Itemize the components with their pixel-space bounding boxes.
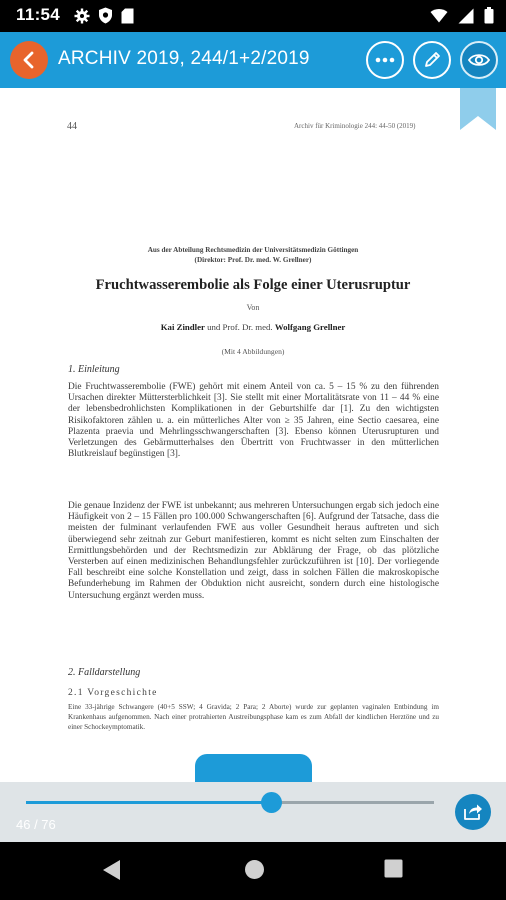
document-page[interactable] <box>0 88 506 782</box>
more-icon <box>375 57 395 63</box>
back-button[interactable] <box>10 41 48 79</box>
page-slider-fill <box>26 801 271 804</box>
recents-square-icon[interactable] <box>384 859 403 878</box>
more-button[interactable] <box>366 41 404 79</box>
battery-icon <box>484 7 494 29</box>
signal-icon <box>458 8 474 29</box>
eye-icon <box>468 53 490 67</box>
section-heading: 2. Falldarstellung <box>68 667 141 678</box>
affiliation-line: Aus der Abteilung Rechtsmedizin der Universitätsmedizin Göttingen <box>147 246 359 254</box>
paragraph: Die Fruchtwasserembolie (FWE) gehört mit einem Anteil von ca. 5 – 15 % zu den führenden Ursachen direkter Müttersterblichkeit [3]. Sie stellt mit einer Mortalitätsrate von 11 – 44 % eine der lebensbedrohlichsten Komplikationen in der Geburtshilfe dar [1]. Zu den wichtigsten Risikofaktoren zählen u. a. ein mütterliches Alter von ≥ 35 Jahren, eine Sectio caesarea, eine Plazenta praevia und Mehrlingsschwangerschaften [3]. Ebenso können Uterusrupturen und Verletzungen des Gebärmutterhalses den Übertritt von Fruchtwasser in den mütterlichen Blutkreislauf begünstigen [3]. <box>68 382 439 460</box>
page-number: 44 <box>67 121 77 132</box>
pencil-icon <box>422 50 442 70</box>
page-slider-thumb[interactable] <box>261 792 282 813</box>
view-mode-button[interactable] <box>460 41 498 79</box>
sd-card-icon <box>121 8 134 29</box>
by-line: Von <box>246 303 260 312</box>
annotate-button[interactable] <box>413 41 451 79</box>
document-title: ARCHIV 2019, 244/1+2/2019 <box>58 48 310 69</box>
running-head: Archiv für Kriminologie 244: 44-50 (2019) <box>294 122 416 130</box>
status-time: 11:54 <box>16 5 61 24</box>
bookmark-ribbon-icon[interactable] <box>460 88 496 130</box>
author-1: Kai Zindler <box>160 322 205 332</box>
author-joiner: und Prof. Dr. med. <box>204 322 275 332</box>
wifi-icon <box>430 8 448 28</box>
home-circle-icon[interactable] <box>244 859 265 880</box>
author-2: Wolfgang Grellner <box>274 322 346 332</box>
back-triangle-icon[interactable] <box>102 859 122 881</box>
page-slider[interactable] <box>26 801 434 804</box>
subsection-heading: 2.1 Vorgeschichte <box>68 688 158 698</box>
chevron-left-icon <box>22 51 36 69</box>
director-line: (Direktor: Prof. Dr. med. W. Grellner) <box>194 256 312 264</box>
gear-icon <box>74 8 90 29</box>
paragraph: Eine 33-jährige Schwangere (40+5 SSW; 4 Gravida; 2 Para; 2 Aborte) wurde zur geplanten vaginalen Entbindung im Krankenhaus aufgenommen. Nach einer protrahierten Austreibungsphase kam es zum Abfall der kindlichen Herztöne und zu einer Schockeymptomatik. <box>68 703 439 731</box>
status-bar <box>0 0 506 32</box>
article-title: Fruchtwasserembolie als Folge einer Uterusruptur <box>95 277 411 293</box>
shield-icon <box>98 7 113 29</box>
section-heading: 1. Einleitung <box>68 364 120 375</box>
paragraph: Die genaue Inzidenz der FWE ist unbekannt; aus mehreren Untersuchungen ergab sich jedoch eine Häufigkeit von 2 – 15 Fällen pro 100.000 Schwangerschaften [6]. Aufgrund der Tatsache, dass die meisten der fulminant verlaufenden FWE aus voller Gesundheit heraus auftreten und sich überwiegend sehr zeitnah zur Geburt manifestieren, kommt es nicht selten zum Einschalten der Ermittlungsbehörden und der Rechtsmedizin zur Abklärung der Frage, ob das plötzliche Versterben auf einen medizinischen Behandlungsfehler zurückzuführen ist [10]. Der vorliegende Fall beschreibt eine solche Konstellation und zeigt, dass in solchen Fällen die makroskopische Befunderhebung im Rahmen der Obduktion nicht ausreicht, sondern durch eine histologische Untersuchung ergänzt werden muss. <box>68 501 439 601</box>
page-counter: 46 / 76 <box>16 817 56 832</box>
share-button[interactable] <box>455 794 491 830</box>
authors-line <box>0 322 506 332</box>
figures-note: (Mit 4 Abbildungen) <box>221 347 285 356</box>
share-icon <box>463 803 483 821</box>
system-navigation-bar <box>0 842 506 900</box>
app-bar <box>0 32 506 88</box>
page-navigation-bar <box>0 782 506 842</box>
